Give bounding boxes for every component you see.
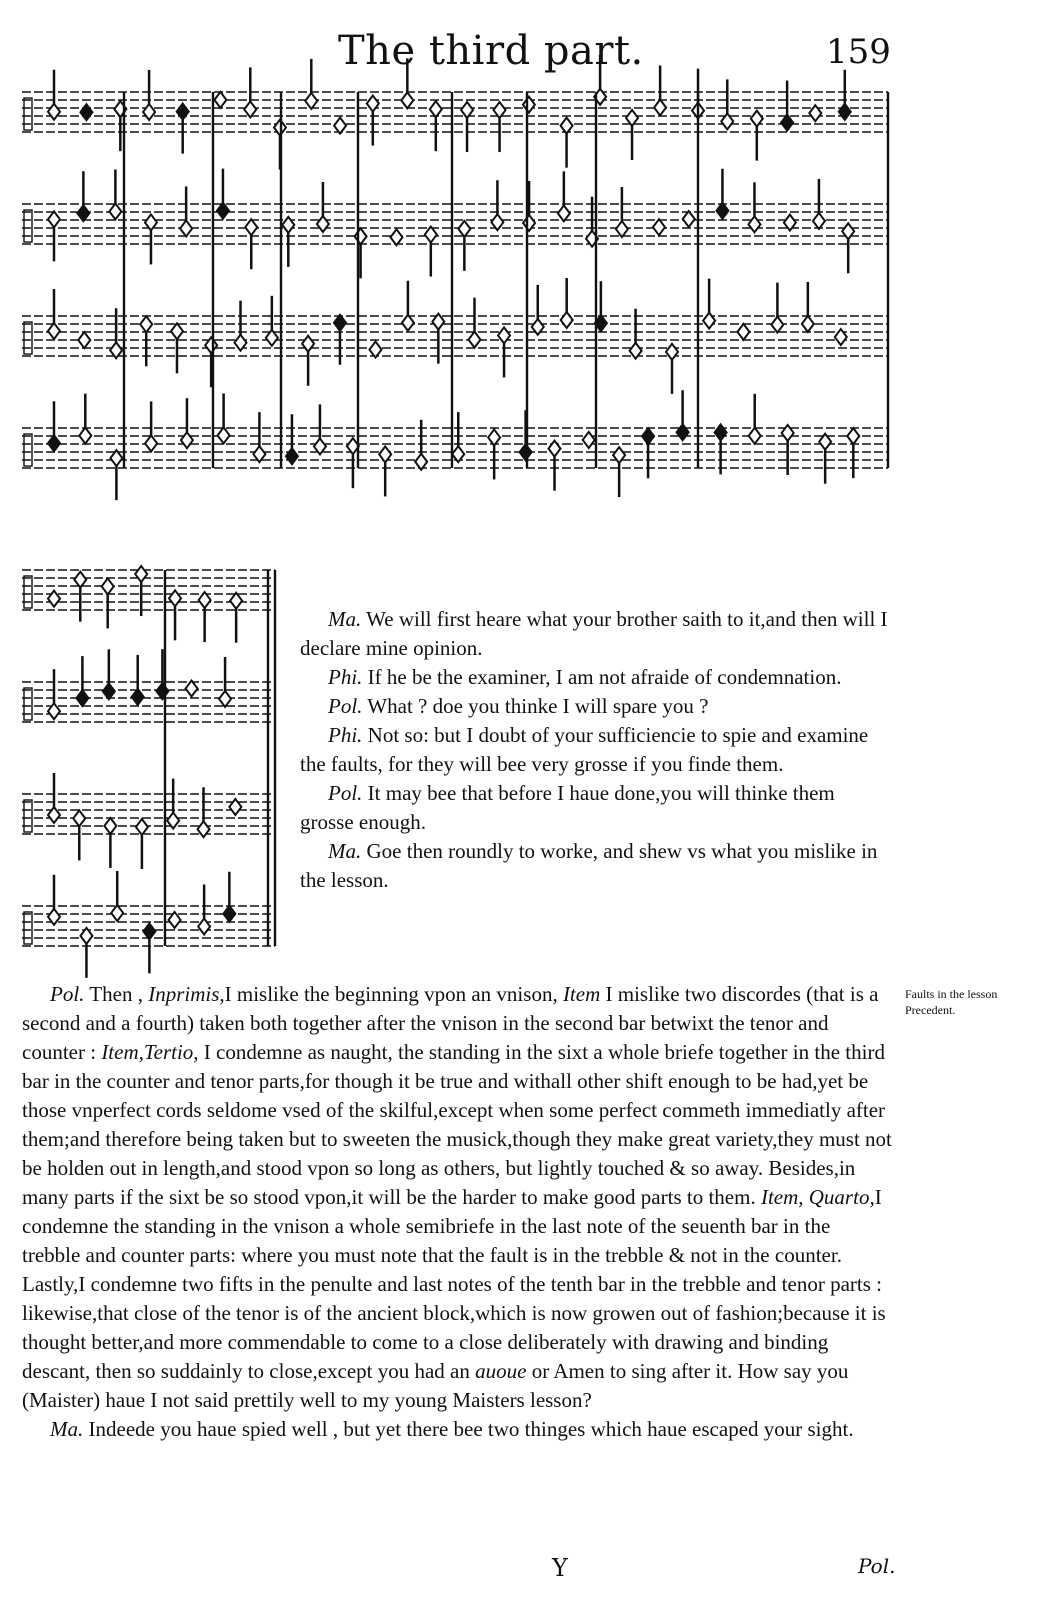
main-text bbox=[22, 980, 892, 1444]
note-head bbox=[169, 590, 181, 606]
dialogue-line: Pol. It may bee that before I haue done,you will thinke them grosse enough. bbox=[300, 781, 835, 834]
note-head bbox=[749, 428, 761, 444]
note-head bbox=[616, 221, 628, 237]
note-head bbox=[77, 205, 89, 221]
clef-mark bbox=[24, 688, 32, 720]
note-head bbox=[102, 578, 114, 594]
note-head bbox=[430, 101, 442, 117]
note-head bbox=[171, 323, 183, 339]
note-head bbox=[666, 344, 678, 360]
note-head bbox=[369, 342, 381, 358]
clef-mark bbox=[24, 576, 32, 608]
dialogue-line: Phi. Not so: but I doubt of your sufficiencie to spie and examine the faults, for they will bee very grosse if you finde them. bbox=[300, 723, 869, 776]
note-head bbox=[715, 424, 727, 440]
note-head bbox=[48, 435, 60, 451]
clef-mark bbox=[24, 98, 32, 130]
note-head bbox=[156, 683, 168, 699]
note-head bbox=[48, 591, 60, 607]
dialogue-line: Ma. We will first heare what your brother saith to it,and then will I declare mine opinion. bbox=[300, 607, 888, 660]
note-head bbox=[214, 92, 226, 108]
note-head bbox=[217, 203, 229, 219]
note-head bbox=[839, 104, 851, 120]
note-head bbox=[468, 332, 480, 348]
note-head bbox=[458, 221, 470, 237]
note-head bbox=[76, 690, 88, 706]
note-head bbox=[334, 315, 346, 331]
note-head bbox=[286, 448, 298, 464]
note-head bbox=[48, 323, 60, 339]
note-head bbox=[135, 566, 147, 582]
dialogue-block bbox=[300, 605, 890, 895]
note-head bbox=[716, 203, 728, 219]
note-head bbox=[109, 203, 121, 219]
note-head bbox=[219, 691, 231, 707]
note-head bbox=[642, 428, 654, 444]
note-head bbox=[355, 228, 367, 244]
note-head bbox=[143, 104, 155, 120]
note-head bbox=[842, 223, 854, 239]
dialogue-line: Ma. Goe then roundly to worke, and shew vs what you mislike in the lesson. bbox=[300, 839, 878, 892]
note-head bbox=[549, 441, 561, 457]
note-head bbox=[180, 220, 192, 236]
note-head bbox=[561, 312, 573, 328]
closing-paragraph: Ma. Indeede you haue spied well , but yet there bee two thinges which haue escaped your sight. bbox=[50, 1417, 854, 1441]
note-head bbox=[218, 427, 230, 443]
note-head bbox=[523, 97, 535, 113]
note-head bbox=[245, 219, 257, 235]
note-head bbox=[813, 213, 825, 229]
note-head bbox=[653, 219, 665, 235]
note-head bbox=[186, 681, 198, 697]
note-head bbox=[181, 432, 193, 448]
dialogue-line: Phi. If he be the examiner, I am not afraide of condemnation. bbox=[328, 665, 842, 689]
note-head bbox=[198, 821, 210, 837]
note-head bbox=[223, 906, 235, 922]
note-head bbox=[103, 683, 115, 699]
note-head bbox=[498, 327, 510, 343]
note-head bbox=[677, 424, 689, 440]
clef-mark bbox=[24, 434, 32, 466]
note-head bbox=[145, 435, 157, 451]
note-head bbox=[132, 689, 144, 705]
page-title: The third part. bbox=[338, 28, 644, 74]
signature-mark: Y bbox=[552, 1554, 568, 1582]
note-head bbox=[177, 104, 189, 120]
note-head bbox=[401, 92, 413, 108]
note-head bbox=[73, 810, 85, 826]
note-head bbox=[703, 313, 715, 329]
clef-mark bbox=[24, 210, 32, 242]
note-head bbox=[402, 315, 414, 331]
note-head bbox=[230, 593, 242, 609]
note-head bbox=[583, 432, 595, 448]
note-head bbox=[78, 332, 90, 348]
clef-mark bbox=[24, 800, 32, 832]
note-head bbox=[317, 216, 329, 232]
note-head bbox=[111, 905, 123, 921]
note-head bbox=[244, 101, 256, 117]
note-head bbox=[79, 428, 91, 444]
note-head bbox=[305, 93, 317, 109]
marginal-note: Faults in the lesson Precedent. bbox=[905, 987, 998, 1017]
note-head bbox=[302, 336, 314, 352]
clef-mark bbox=[24, 322, 32, 354]
note-head bbox=[488, 429, 500, 445]
note-head bbox=[558, 205, 570, 221]
note-head bbox=[737, 324, 749, 340]
note-head bbox=[847, 428, 859, 444]
note-head bbox=[390, 229, 402, 245]
note-head bbox=[198, 918, 210, 934]
note-head bbox=[520, 444, 532, 460]
note-head bbox=[104, 818, 116, 834]
main-paragraph: Pol. Then , Inprimis,I mislike the beginning vpon an vnison, Item I mislike two discordes (that is a second and a fourth) taken both together after the vnison in the second bar betwixt the tenor and counter : Item,Tertio, I condemne as naught, the standing in the sixt a whole briefe together in the third bar in the counter and tenor parts,for though it be true and withall other shift enough to be had,yet be those vnperfect cords seldome vsed of the skilful,except when some perfect commeth immediatly after them;and therefore being taken but to sweeten the musick,though they make great variety,they must not be holden out in length,and stood vpon so long as others, but lightly touched & so away. Besides,in many parts if the sixt be so stood vpon,it will be the harder to make good parts to them. Item, Quarto,I condemne the standing in the vnison a whole semibriefe in the last note of the seuenth bar in the trebble and counter parts: where you must note that the fault is in the trebble & not in the counter. Lastly,I condemne two fifts in the penulte and last notes of the tenth bar in the trebble and tenor parts : likewise,that close of the tenor is of the ancient block,which is now growen out of fashion;because it is thought better,and more commendable to come to a close deliberately with drawing and binding descant, then so suddainly to close,except you had an auoue or Amen to sing after it. How say you (Maister) haue I not said prettily well to my young Maisters lesson? bbox=[22, 982, 892, 1412]
note-head bbox=[425, 227, 437, 243]
clef-mark bbox=[24, 912, 32, 944]
note-head bbox=[771, 317, 783, 333]
note-head bbox=[802, 316, 814, 332]
note-head bbox=[140, 316, 152, 332]
note-head bbox=[781, 115, 793, 131]
note-head bbox=[367, 96, 379, 112]
note-head bbox=[748, 216, 760, 232]
note-head bbox=[48, 211, 60, 227]
note-head bbox=[683, 211, 695, 227]
note-head bbox=[48, 104, 60, 120]
note-head bbox=[80, 104, 92, 120]
dialogue-line: Pol. What ? doe you thinke I will spare you ? bbox=[328, 694, 709, 718]
catchword: Pol. bbox=[858, 1554, 896, 1578]
note-head bbox=[136, 819, 148, 835]
page-number: 159 bbox=[826, 32, 891, 72]
note-head bbox=[654, 100, 666, 116]
note-head bbox=[143, 923, 155, 939]
